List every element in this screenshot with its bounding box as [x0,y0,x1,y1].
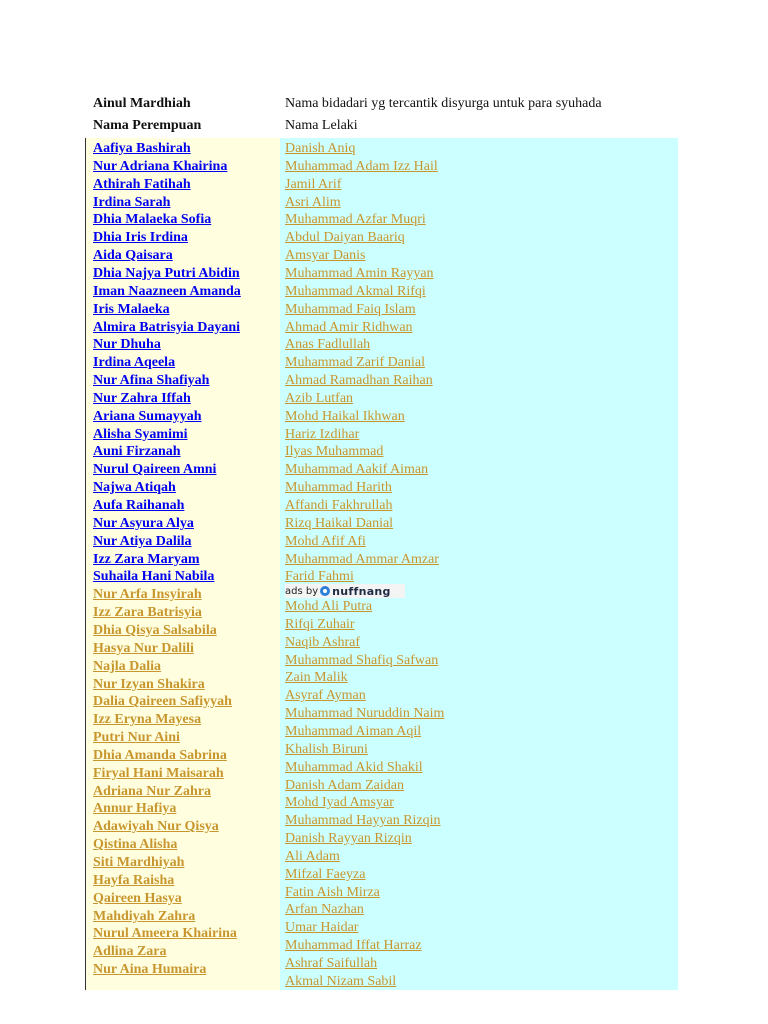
girl-name-link[interactable]: Alisha Syamimi [93,426,188,442]
boy-name-link[interactable]: Mohd Ali Putra [285,599,373,614]
girl-name-link[interactable]: Adlina Zara [93,944,167,960]
girl-name-link[interactable]: Dhia Qisya Salsabila [93,622,217,638]
girl-name-link[interactable]: Iris Malaeka [93,301,170,317]
boy-name-link[interactable]: Umar Haidar [285,920,359,936]
boy-name-link[interactable]: Muhammad Nuruddin Naim [285,706,445,722]
boy-name-link[interactable]: Muhammad Iffat Harraz [285,938,422,954]
boy-name-link[interactable]: Farid Fahmi [285,569,354,585]
girl-name-link[interactable]: Annur Hafiya [93,801,177,817]
girl-name-link[interactable]: Najla Dalia [93,658,162,674]
boy-name-link[interactable]: Muhammad Ammar Amzar [285,551,439,567]
girl-name-link[interactable]: Izz Zara Batrisyia [93,605,202,621]
boy-name-link[interactable]: Muhammad Shafiq Safwan [285,652,439,668]
boys-column-header: Nama Lelaki [285,118,358,133]
boy-name-link[interactable]: Muhammad Aakif Aiman [285,462,429,478]
girl-name-link[interactable]: Qaireen Hasya [93,890,182,906]
boy-name-link[interactable]: Abdul Daiyan Baariq [285,230,405,246]
girl-name-link[interactable]: Suhaila Hani Nabila [93,569,215,585]
girl-name-link[interactable]: Dhia Najya Putri Abidin [93,265,240,281]
boy-name-link[interactable]: Asyraf Ayman [285,688,366,704]
boy-name-link[interactable]: Anas Fadlullah [285,337,371,353]
boy-name-link[interactable]: Muhammad Zarif Danial [285,355,425,371]
title-left: Ainul Mardhiah [93,96,191,111]
girl-name-link[interactable]: Nur Arfa Insyirah [93,587,202,603]
girl-name-link[interactable]: Dhia Amanda Sabrina [93,747,227,763]
girl-name-link[interactable]: Nur Izyan Shakira [93,676,205,692]
girl-name-link[interactable]: Auni Firzanah [93,444,181,460]
boy-name-link[interactable]: Ahmad Amir Ridhwan [285,319,413,335]
boy-name-link[interactable]: Muhammad Azfar Muqri [285,212,426,228]
boy-name-link[interactable]: Muhammad Akid Shakil [285,759,423,775]
girl-name-link[interactable]: Aufa Raihanah [93,498,185,513]
girl-name-link[interactable]: Dalia Qaireen Safiyyah [93,694,232,710]
girl-name-link[interactable]: Adawiyah Nur Qisya [93,819,219,835]
boy-name-link[interactable]: Muhammad Aiman Aqil [285,723,422,739]
girl-name-link[interactable]: Siti Mardhiyah [93,855,185,870]
girl-name-link[interactable]: Firyal Hani Maisarah [93,765,224,781]
boy-name-link[interactable]: Muhammad Akmal Rifqi [285,283,426,299]
boy-name-link[interactable]: Amsyar Danis [285,248,366,264]
girls-column-header: Nama Perempuan [93,118,202,133]
boy-name-link[interactable]: Danish Rayyan Rizqin [285,831,412,847]
boy-name-link[interactable]: Ali Adam [285,848,340,864]
girl-name-link[interactable]: Nur Asyura Alya [93,515,194,531]
boy-name-link[interactable]: Ilyas Muhammad [285,444,384,460]
boy-name-link[interactable]: Hariz Izdihar [285,426,360,442]
boy-name-link[interactable]: Mohd Iyad Amsyar [285,795,394,811]
nuffnang-ad-badge[interactable] [285,584,405,598]
boy-name-link[interactable]: Akmal Nizam Sabil [285,973,397,989]
boy-name-link[interactable]: Rizq Haikal Danial [285,515,394,531]
girl-name-link[interactable]: Nur Dhuha [93,337,161,353]
girl-name-link[interactable]: Najwa Atiqah [93,480,176,496]
girl-name-link[interactable]: Nur Adriana Khairina [93,158,228,174]
boy-name-link[interactable]: Danish Aniq [285,141,356,156]
boy-name-link[interactable]: Jamil Arif [285,176,342,192]
ad-brand-label: nuffnang [332,584,391,598]
girl-name-link[interactable]: Adriana Nur Zahra [93,783,211,799]
girl-name-link[interactable]: Qistina Alisha [93,837,178,853]
girl-name-link[interactable]: Nur Afina Shafiyah [93,373,210,389]
girl-name-link[interactable]: Hayfa Raisha [93,872,175,888]
boy-name-link[interactable]: Danish Adam Zaidan [285,777,404,793]
boy-name-link[interactable]: Mohd Haikal Ikhwan [285,408,405,424]
girl-name-link[interactable]: Hasya Nur Dalili [93,640,194,656]
boy-name-link[interactable]: Affandi Fakhrullah [285,498,393,513]
boy-name-link[interactable]: Muhammad Amin Rayyan [285,265,434,281]
girl-name-link[interactable]: Irdina Sarah [93,194,171,210]
boy-name-link[interactable]: Ashraf Saifullah [285,956,378,971]
boy-name-link[interactable]: Rifqi Zuhair [285,616,355,632]
boy-name-link[interactable]: Muhammad Hayyan Rizqin [285,813,441,829]
nuffnang-logo-icon [320,586,330,596]
girl-name-link[interactable]: Dhia Malaeka Sofia [93,212,212,228]
boy-name-link[interactable]: Muhammad Adam Izz Hail [285,158,438,174]
boy-name-link[interactable]: Asri Alim [285,194,341,210]
girl-name-link[interactable]: Ariana Sumayyah [93,408,202,424]
girl-name-link[interactable]: Nur Atiya Dalila [93,533,192,549]
girl-name-link[interactable]: Athirah Fatihah [93,176,191,192]
boy-name-link[interactable]: Arfan Nazhan [285,902,364,918]
girl-name-link[interactable]: Dhia Iris Irdina [93,230,188,246]
boy-name-link[interactable]: Mifzal Faeyza [285,866,366,882]
boy-name-link[interactable]: Mohd Afif Afi [285,533,366,549]
boy-name-link[interactable]: Khalish Biruni [285,741,368,757]
girl-name-link[interactable]: Nurul Ameera Khairina [93,926,237,942]
girl-name-link[interactable]: Aida Qaisara [93,248,173,264]
girl-name-link[interactable]: Almira Batrisyia Dayani [93,319,240,335]
girl-name-link[interactable]: Nur Zahra Iffah [93,390,191,406]
title-right: Nama bidadari yg tercantik disyurga untuk para syuhada [285,96,602,111]
boy-name-link[interactable]: Muhammad Faiq Islam [285,301,416,317]
girl-name-link[interactable]: Aafiya Bashirah [93,141,191,156]
boy-name-link[interactable]: Ahmad Ramadhan Raihan [285,373,433,389]
girl-name-link[interactable]: Putri Nur Aini [93,730,180,746]
girl-name-link[interactable]: Mahdiyah Zahra [93,908,196,924]
boy-name-link[interactable]: Naqib Ashraf [285,634,361,650]
boy-name-link[interactable]: Azib Lutfan [285,390,354,406]
ad-prefix-label: ads by [285,585,319,597]
boy-name-link[interactable]: Fatin Aish Mirza [285,884,380,900]
girl-name-link[interactable]: Iman Naazneen Amanda [93,283,241,299]
boy-name-link[interactable]: Muhammad Harith [285,480,392,496]
girl-name-link[interactable]: Nurul Qaireen Amni [93,462,217,478]
girl-name-link[interactable]: Nur Aina Humaira [93,962,207,978]
boy-name-link[interactable]: Zain Malik [285,670,348,686]
girl-name-link[interactable]: Izz Eryna Mayesa [93,712,202,728]
girl-name-link[interactable]: Izz Zara Maryam [93,551,200,567]
girl-name-link[interactable]: Irdina Aqeela [93,355,176,371]
